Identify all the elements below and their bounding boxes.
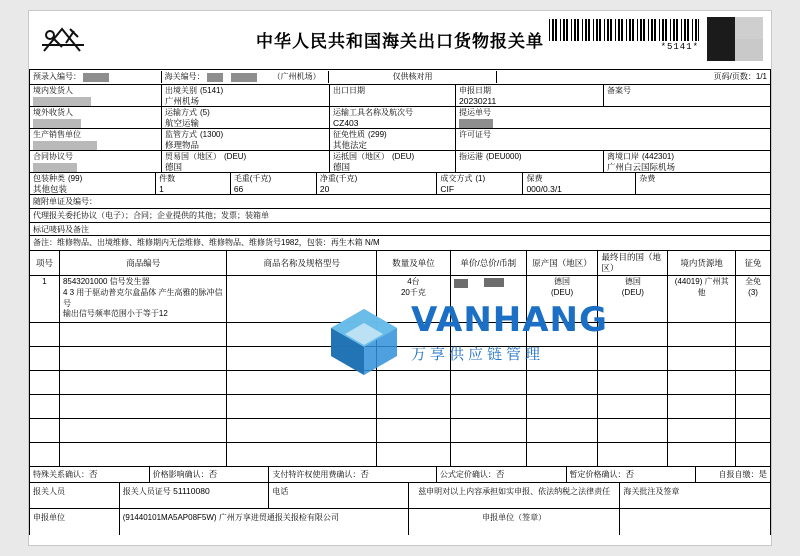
cell-price xyxy=(451,395,527,418)
price-influence-value: 否 xyxy=(208,469,218,480)
watermark-english: VANHANG xyxy=(411,300,608,340)
gross-weight-label: 毛重(千克) xyxy=(233,174,272,183)
export-port-code: (5141) xyxy=(200,86,224,95)
document-header xyxy=(29,11,771,69)
declare-unit-seal-label: 申报单位（签章） xyxy=(482,513,547,522)
cell-levy xyxy=(736,419,770,442)
cell-name-spec xyxy=(227,419,377,442)
bill-no-redaction xyxy=(459,119,493,128)
row-attached-docs-header xyxy=(30,195,770,209)
special-relation-label: 特殊关系确认： xyxy=(33,469,89,479)
cell-destination xyxy=(598,323,668,346)
customs-declaration-page xyxy=(28,10,772,546)
royalty-payment-label: 支付特许权使用费确认： xyxy=(272,469,361,479)
supervision-mode-label: 监管方式 xyxy=(165,130,197,139)
attached-docs-line: 代理报关委托协议（电子）；合同；企业提供的其他；发票；装箱单 xyxy=(33,211,269,220)
attached-docs-label: 随附单证及编号： xyxy=(33,197,97,206)
cell-price xyxy=(451,371,527,394)
cell-destination xyxy=(598,443,668,466)
cell-price xyxy=(451,419,527,442)
cell-destination-code: (DEU) xyxy=(621,287,644,297)
contract-no-label: 合同协议号 xyxy=(33,152,73,161)
package-count-value: 1 xyxy=(159,184,164,194)
cell-destination xyxy=(598,395,668,418)
cell-levy xyxy=(736,347,770,370)
cell-name-spec xyxy=(227,276,377,322)
self-declare-value: 是 xyxy=(758,469,768,480)
cell-qty xyxy=(377,395,451,418)
destination-port-code: (DEU000) xyxy=(486,152,522,161)
production-unit-redaction xyxy=(33,141,97,150)
package-count-label: 件数 xyxy=(159,174,176,183)
row-production-supervision xyxy=(30,129,770,151)
departure-port-label: 离境口岸 xyxy=(607,152,639,161)
cell-qty xyxy=(377,419,451,442)
cell-name-spec xyxy=(227,371,377,394)
customs-no-label: 海关编号： xyxy=(164,72,205,81)
cell-goods-spec-1: 4 3 用于驱动普克尔盒晶体 产生高雅的脉冲信号 xyxy=(62,287,223,308)
cell-name-spec xyxy=(227,443,377,466)
cell-goods-name: 信号发生器 xyxy=(109,277,150,286)
cell-destination xyxy=(598,419,668,442)
row-packaging-weights xyxy=(30,173,770,195)
table-row xyxy=(30,443,770,467)
cell-item-no xyxy=(30,347,60,370)
provisional-price-label: 暂定价格确认： xyxy=(569,469,626,479)
price-redaction-2 xyxy=(484,278,504,287)
levy-nature-code: (299) xyxy=(368,130,387,139)
price-redaction-1 xyxy=(454,279,468,288)
col-item-no: 项号 xyxy=(30,251,60,275)
freight-label: 杂费 xyxy=(639,174,656,183)
cell-destination: 德国 xyxy=(624,277,641,286)
customs-no-redaction-2 xyxy=(231,73,257,82)
marks-label: 标记唛码及备注 xyxy=(33,225,89,234)
table-row xyxy=(30,371,770,395)
col-domestic-source: 境内货源地 xyxy=(668,251,736,275)
insurance-value: 000/0.3/1 xyxy=(526,184,562,194)
overseas-consignee-redaction xyxy=(33,119,81,128)
cell-price xyxy=(451,323,527,346)
cell-qty-2: 20千克 xyxy=(400,287,426,297)
pre-entry-no-label: 预录入编号： xyxy=(33,72,81,81)
cell-origin-code: (DEU) xyxy=(550,287,574,297)
cell-item-no xyxy=(30,419,60,442)
transport-name-value: CZ403 xyxy=(333,118,359,128)
formula-pricing-value: 否 xyxy=(495,469,505,480)
row-declarant xyxy=(30,483,770,509)
cell-item-no xyxy=(30,443,60,466)
cell-hs-code xyxy=(60,371,228,394)
cell-qty xyxy=(377,443,451,466)
cell-source xyxy=(668,443,736,466)
row-declare-unit xyxy=(30,509,770,535)
arrival-country-label: 运抵国（地区） xyxy=(333,152,389,161)
row-contract-countries xyxy=(30,151,770,173)
cell-item-no xyxy=(30,371,60,394)
departure-port-code: (442301) xyxy=(642,152,675,161)
pre-entry-no-redaction xyxy=(83,73,109,82)
marks-line-1: 备注：维修物品、出境维修、维修期内无偿维修、维修物品、维修货号1982，包装：再生木箱 N/M xyxy=(33,238,380,247)
col-hs-code: 商品编号 xyxy=(60,251,228,275)
cell-levy-code: (3) xyxy=(748,287,758,297)
arrival-country-code: (DEU) xyxy=(392,152,415,161)
cell-hs-code xyxy=(60,443,228,466)
cell-destination xyxy=(598,347,668,370)
cell-levy xyxy=(736,323,770,346)
self-declare-label: 自报自缴： xyxy=(718,469,759,479)
declaration-table xyxy=(29,69,771,535)
cell-origin xyxy=(527,371,599,394)
cell-destination xyxy=(598,371,668,394)
cell-source: (44019) 广州其他 xyxy=(668,276,736,322)
table-row xyxy=(30,276,770,323)
export-port-value: 广州机场 xyxy=(165,96,200,106)
transport-mode-label: 运输方式 xyxy=(165,108,197,117)
row-entry-numbers xyxy=(30,70,770,85)
declare-date-value: 20230211 xyxy=(459,96,497,106)
departure-port-value: 广州白云国际机场 xyxy=(607,162,676,172)
trade-terms-label: 成交方式 xyxy=(440,174,473,183)
insurance-label: 保费 xyxy=(526,174,543,183)
package-type-label: 包装种类 xyxy=(33,174,65,183)
customs-use-note: 仅供核对用 xyxy=(392,72,433,81)
page-title: 中华人民共和国海关出口货物报关单 xyxy=(256,32,544,52)
export-date-label: 出口日期 xyxy=(333,86,365,95)
cell-item-no xyxy=(30,323,60,346)
cell-origin xyxy=(527,419,599,442)
table-row xyxy=(30,347,770,371)
package-type-value: 其他包装 xyxy=(33,184,68,194)
cell-name-spec xyxy=(227,347,377,370)
cell-goods-spec-2: 输出信号频率范围小于等于12 xyxy=(62,309,168,319)
col-price-currency: 单价/总价/币制 xyxy=(451,251,527,275)
provisional-price-value: 否 xyxy=(625,469,635,480)
cell-origin xyxy=(527,347,599,370)
row-consignee-transport xyxy=(30,107,770,129)
cell-item-no xyxy=(30,395,60,418)
barcode xyxy=(549,19,699,52)
destination-port-label: 指运港 xyxy=(459,152,483,161)
redaction-block-corner xyxy=(707,17,763,61)
domestic-shipper-redaction xyxy=(33,97,91,106)
row-marks-content xyxy=(30,236,770,251)
supervision-mode-value: 修理物品 xyxy=(165,140,200,150)
gross-weight-value: 66 xyxy=(233,184,244,194)
row-confirmations xyxy=(30,467,770,483)
cell-price xyxy=(451,443,527,466)
col-destination-country: 最终目的国（地区） xyxy=(598,251,668,275)
trade-country-code: (DEU) xyxy=(224,152,247,161)
transport-mode-value: 航空运输 xyxy=(165,118,200,128)
cell-levy: 全免 xyxy=(745,277,762,286)
cell-origin xyxy=(527,443,599,466)
cell-levy xyxy=(736,371,770,394)
cell-hs-code xyxy=(60,395,228,418)
cell-qty xyxy=(377,371,451,394)
record-no-label: 备案号 xyxy=(607,86,631,95)
export-port-label: 出境关别 xyxy=(165,86,197,95)
domestic-shipper-label: 境内发货人 xyxy=(33,86,73,95)
cell-source xyxy=(668,395,736,418)
goods-table-header xyxy=(30,251,770,276)
cell-levy xyxy=(736,443,770,466)
declare-unit-value: (91440101MA5AP08F5W) 广州万享进贸通报关报检有限公司 xyxy=(122,513,339,522)
liability-statement: 兹申明对以上内容承担如实申报、依法纳税之法律责任 xyxy=(418,487,611,496)
declare-unit-label: 申报单位 xyxy=(33,513,65,522)
cell-hs-code xyxy=(60,347,228,370)
barcode-number: *5141* xyxy=(660,42,699,52)
watermark-chinese: 万享供应链管理 xyxy=(411,346,545,363)
col-levy: 征免 xyxy=(744,257,762,268)
table-row xyxy=(30,395,770,419)
trade-terms-code: (1) xyxy=(475,174,486,183)
row-marks-label xyxy=(30,223,770,236)
cell-item-no: 1 xyxy=(30,276,60,322)
col-origin-country: 原产国（地区） xyxy=(527,251,599,275)
supervision-mode-code: (1300) xyxy=(200,130,224,139)
cell-origin xyxy=(527,395,599,418)
cell-source xyxy=(668,347,736,370)
net-weight-label: 净重(千克) xyxy=(319,174,358,183)
arrival-country-value: 德国 xyxy=(333,162,351,172)
cell-qty xyxy=(377,323,451,346)
price-influence-label: 价格影响确认： xyxy=(152,469,209,479)
row-attached-docs-content xyxy=(30,209,770,223)
net-weight-value: 20 xyxy=(319,184,330,194)
overseas-consignee-label: 境外收货人 xyxy=(33,108,73,117)
cell-origin xyxy=(527,323,599,346)
trade-country-label: 贸易国（地区） xyxy=(165,152,221,161)
cell-qty xyxy=(377,347,451,370)
cell-price xyxy=(451,276,527,322)
levy-nature-label: 征免性质 xyxy=(333,130,365,139)
declare-date-label: 申报日期 xyxy=(459,86,491,95)
row-shipper-exportport xyxy=(30,85,770,107)
cell-hs-code xyxy=(60,323,228,346)
telephone-label: 电话 xyxy=(272,487,289,496)
trade-country-value: 德国 xyxy=(165,162,183,172)
col-qty-unit: 数量及单位 xyxy=(377,251,451,275)
declarant-id-label: 报关人员证号 xyxy=(122,487,171,496)
cell-name-spec xyxy=(227,323,377,346)
package-type-code: (99) xyxy=(68,174,83,183)
royalty-payment-value: 否 xyxy=(360,469,369,480)
cell-name-spec xyxy=(227,395,377,418)
col-name-spec: 商品名称及规格型号 xyxy=(227,251,377,275)
declarant-person-label: 报关人员 xyxy=(33,487,65,496)
transport-mode-code: (5) xyxy=(200,108,210,117)
page-info: 页码/页数：1/1 xyxy=(713,72,767,81)
license-no-label: 许可证号 xyxy=(459,130,491,139)
airport-note: （广州机场） xyxy=(272,72,321,81)
production-unit-label: 生产销售单位 xyxy=(33,130,81,139)
table-row xyxy=(30,323,770,347)
special-relation-value: 否 xyxy=(89,469,98,480)
declarant-id-value: 51110080 xyxy=(173,486,210,496)
levy-nature-value: 其他法定 xyxy=(333,140,368,150)
transport-name-label: 运输工具名称及航次号 xyxy=(333,108,413,117)
table-row xyxy=(30,419,770,443)
contract-no-redaction xyxy=(33,163,77,172)
cell-qty-1: 4台 xyxy=(407,277,420,286)
cell-source xyxy=(668,323,736,346)
trade-terms-value: CIF xyxy=(440,184,455,194)
formula-pricing-label: 公式定价确认： xyxy=(439,469,496,479)
customs-no-redaction-1 xyxy=(207,73,223,82)
cell-origin: 德国 xyxy=(554,277,571,286)
cell-hs-code xyxy=(60,419,228,442)
cell-source xyxy=(668,419,736,442)
bill-no-label: 提运单号 xyxy=(459,108,491,117)
cell-hs-code: 8543201000 xyxy=(62,277,108,286)
cell-levy xyxy=(736,395,770,418)
cell-source xyxy=(668,371,736,394)
cell-price xyxy=(451,347,527,370)
customs-approval-label: 海关批注及签章 xyxy=(623,487,680,496)
